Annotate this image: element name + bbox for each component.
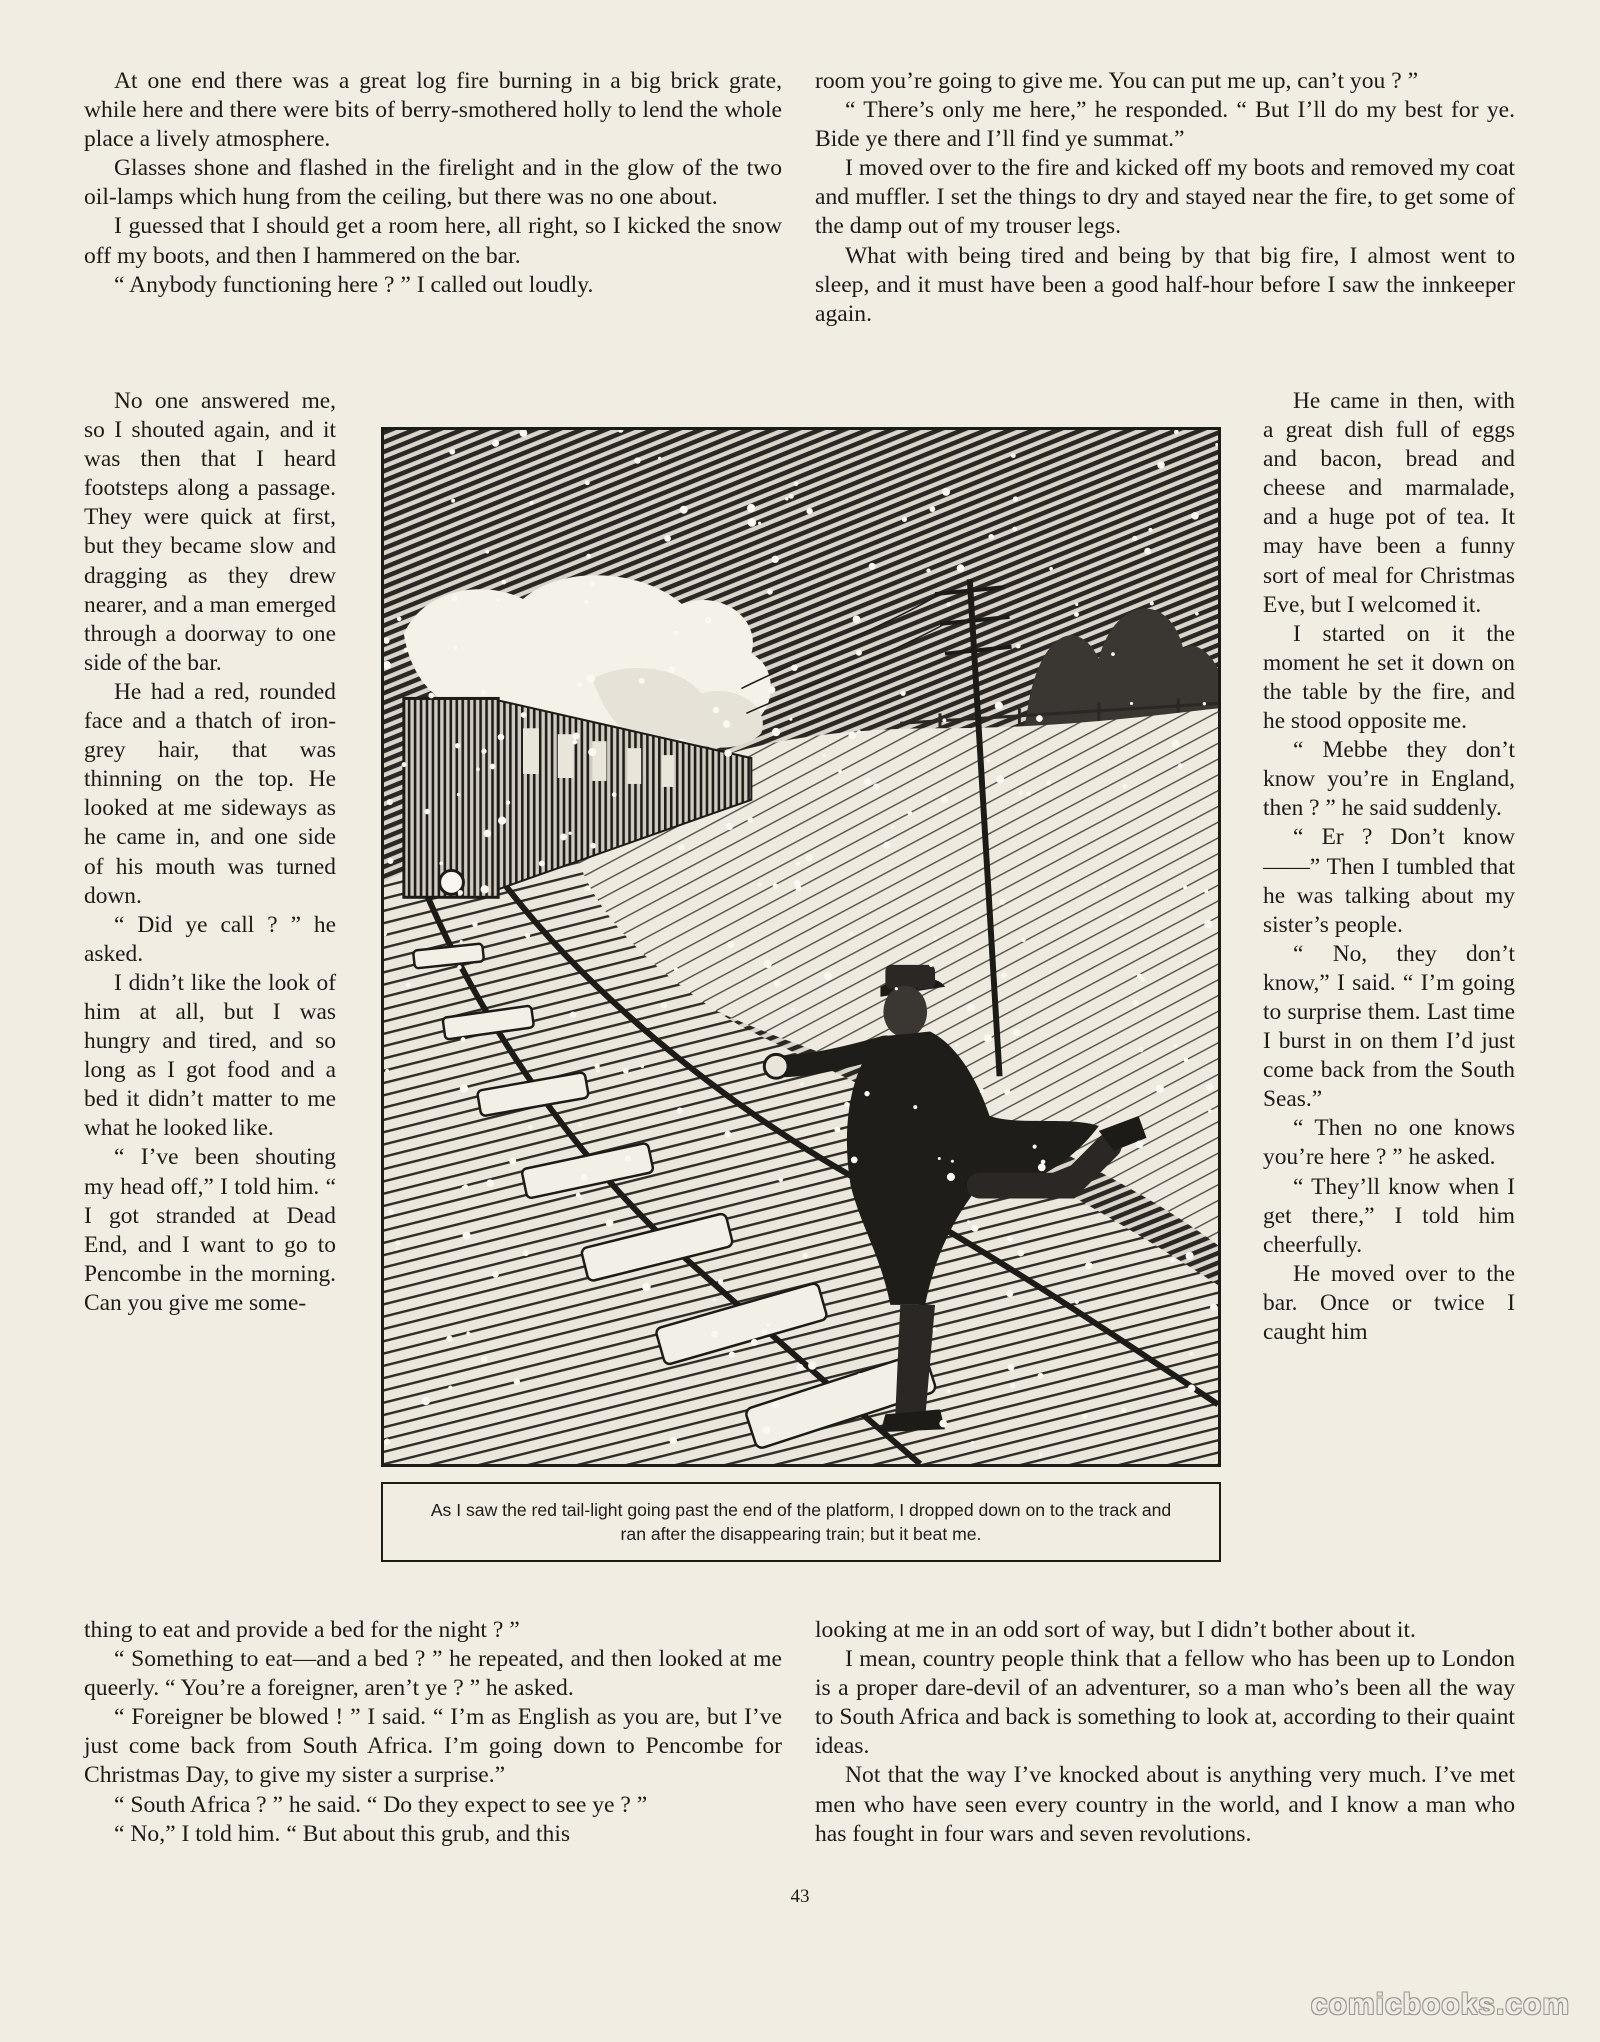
snowflake	[387, 858, 393, 864]
snowflake	[448, 1386, 452, 1390]
snowflake	[1041, 1160, 1046, 1165]
snowflake	[1082, 1414, 1087, 1419]
snowflake	[1156, 1085, 1164, 1093]
snowflake	[823, 754, 826, 757]
snowflake	[506, 800, 510, 804]
snowflake	[476, 768, 480, 772]
snowflake	[838, 770, 842, 774]
paragraph: No one answered me, so I shouted again, and it was then that I heard footsteps along a passage. They were quick at first, but they became slow and dragging as they drew nearer, and a man emerged through a doorway to one side of the bar.	[84, 388, 336, 676]
snowflake	[498, 734, 505, 741]
snowflake	[844, 1102, 849, 1107]
snowflake	[895, 987, 898, 990]
snowflake	[1184, 1058, 1189, 1063]
paragraph: “ No,” I told him. “ But about this grub, and this	[114, 1820, 571, 1847]
snowflake	[996, 775, 1004, 783]
snowflake	[1013, 1029, 1020, 1036]
snowflake	[539, 861, 545, 867]
snowflake	[530, 501, 534, 505]
snowflake	[395, 1240, 400, 1245]
snowflake	[585, 885, 591, 891]
snowflake	[834, 1126, 840, 1132]
snowflake	[946, 602, 950, 606]
snowflake	[791, 1008, 795, 1012]
snowflake	[569, 832, 572, 835]
snowflake	[590, 581, 596, 587]
snowflake	[971, 1441, 974, 1444]
snowflake	[1204, 889, 1208, 893]
snowflake	[481, 689, 487, 695]
right-column-bottom	[815, 1616, 1515, 1849]
paragraph: “ Foreigner be blowed ! ” I said. “ I’m as English as you are, but I’ve just come back from South Africa. I’m going down to Pencombe for Christmas Day, to give my sister a surprise.”	[84, 1704, 782, 1789]
snowflake	[768, 686, 775, 693]
snowflake	[705, 617, 712, 624]
snowflake	[864, 1091, 869, 1096]
snowflake	[457, 965, 461, 969]
snowflake	[718, 1279, 723, 1284]
paragraph: Not that the way I’ve knocked about is anything very much. I’ve met men who have seen every country in the world, and I know a man who has fought in four wars and seven revolutions.	[815, 1762, 1515, 1847]
snowflake	[1189, 1352, 1193, 1356]
paragraph-continued: room you’re going to give me. You can put me up, can’t you ? ”	[815, 68, 1419, 94]
snowflake	[674, 630, 679, 635]
paragraph: “ Something to eat—and a bed ? ” he repeated, and then looked at me queerly. “ You’re a foreigner, aren’t ye ? ” he asked.	[84, 1646, 782, 1702]
snowflake	[939, 1420, 947, 1428]
snowflake	[988, 534, 994, 540]
snowflake	[387, 799, 393, 805]
snowflake	[680, 506, 688, 514]
snowflake	[984, 1034, 992, 1042]
snowflake	[1170, 1257, 1175, 1262]
snowflake	[761, 1329, 767, 1335]
snowflake	[1006, 1290, 1013, 1297]
snowflake	[727, 941, 734, 948]
snowflake	[729, 1351, 735, 1357]
snowflake	[461, 1037, 466, 1042]
snowflake	[678, 844, 685, 851]
snowflake	[713, 1298, 717, 1302]
snowflake	[1157, 461, 1165, 469]
snowflake	[725, 1131, 732, 1138]
snowflake	[612, 792, 617, 797]
snowflake	[713, 707, 719, 713]
snowflake	[606, 1219, 614, 1227]
snowflake	[1004, 1089, 1010, 1095]
snowflake	[848, 732, 856, 740]
snowflake	[806, 508, 812, 514]
snowflake	[723, 720, 730, 727]
snowflake	[971, 1225, 978, 1232]
snowflake	[933, 936, 937, 940]
right-column-narrow	[1263, 387, 1515, 1347]
snowflake	[641, 1065, 644, 1068]
snowflake	[1178, 763, 1183, 768]
snowflake	[1123, 784, 1127, 788]
paragraph: At one end there was a great log fire burning in a big brick grate, while here and there were bits of berry-smothered holly to lend the whole place a lively atmosphere.	[84, 68, 782, 153]
snowflake	[873, 784, 880, 791]
snowflake	[502, 580, 507, 585]
snowflake	[1132, 536, 1137, 541]
snowflake	[481, 1356, 488, 1363]
snowflake	[748, 817, 754, 823]
snowflake	[642, 1283, 651, 1292]
snowflake	[806, 854, 813, 861]
paragraph: I started on it the moment he set it down on the table by the fire, and he stood opposite me.	[1263, 620, 1515, 735]
snowflake	[1138, 1047, 1143, 1052]
snowflake	[674, 967, 678, 971]
snowflake	[762, 1426, 770, 1434]
snowflake	[661, 1002, 667, 1008]
snowflake	[463, 1231, 471, 1239]
paragraph: What with being tired and being by that big fire, I almost went to sleep, and it must have been a good half-hour before I saw the innkeeper again.	[815, 242, 1515, 327]
paragraph: Glasses shone and flashed in the firelight and in the glow of the two oil-lamps which hung from the ceiling, but there was no one about.	[84, 155, 782, 211]
snowflake	[1172, 740, 1180, 748]
snowflake	[764, 960, 772, 968]
snowflake	[1019, 791, 1024, 796]
snowflake	[677, 1107, 683, 1113]
illustration-train-chase	[381, 427, 1221, 1467]
snowflake	[794, 482, 799, 487]
snowflake	[1001, 972, 1007, 978]
snowflake	[1012, 527, 1017, 532]
snowflake	[570, 1012, 576, 1018]
snowflake	[397, 617, 402, 622]
snowflake	[572, 739, 577, 744]
snowflake	[490, 764, 496, 770]
paragraph: “ South Africa ? ” he said. “ Do they expect to see ye ? ”	[114, 1791, 648, 1818]
snowflake	[466, 1331, 470, 1335]
left-column-top	[84, 67, 782, 300]
paragraph-continued: looking at me in an odd sort of way, but I didn’t bother about it.	[815, 1617, 1416, 1643]
snowflake	[1046, 780, 1051, 785]
snowflake	[1021, 938, 1025, 942]
snowflake	[577, 682, 582, 687]
snowflake	[572, 732, 579, 739]
snowflake	[521, 712, 527, 718]
snowflake	[766, 1323, 770, 1327]
snowflake	[658, 457, 661, 460]
snowflake	[1036, 715, 1043, 722]
snowflake	[1103, 885, 1106, 888]
snowflake	[987, 759, 990, 762]
snowflake	[449, 449, 455, 455]
snowflake	[1121, 1408, 1126, 1413]
snowflake	[941, 796, 948, 803]
snowflake	[1039, 1453, 1043, 1457]
snowflake	[668, 666, 675, 673]
snowflake	[726, 823, 733, 830]
snowflake	[908, 811, 913, 816]
snowflake	[492, 1271, 499, 1278]
snowflake	[967, 1004, 975, 1012]
snowflake	[789, 718, 792, 721]
snowflake	[1186, 1252, 1194, 1260]
snowflake	[938, 1157, 941, 1160]
snowflake	[1188, 1384, 1196, 1392]
snowflake	[460, 1084, 468, 1092]
snowflake	[560, 834, 567, 841]
illustration-caption	[381, 1482, 1221, 1562]
snowflake	[498, 817, 506, 825]
snowflake	[858, 1373, 861, 1376]
snowflake	[525, 933, 530, 938]
snowflake	[1191, 512, 1199, 520]
snowflake	[596, 1069, 600, 1073]
snowflake	[773, 883, 778, 888]
snowflake	[857, 730, 861, 734]
paragraph: “ They’ll know when I get there,” I told him cheerfully.	[1263, 1173, 1515, 1258]
snowflake	[1111, 652, 1115, 656]
snowflake	[587, 674, 595, 682]
snowflake	[664, 535, 671, 542]
snowflake	[1008, 1364, 1015, 1371]
snowflake	[1150, 601, 1154, 605]
snowflake	[625, 1155, 631, 1161]
snowflake	[747, 504, 755, 512]
snowflake	[1203, 702, 1206, 705]
paragraph: I mean, country people think that a fellow who has been up to London is a proper dare-devil of an adventurer, so a man who’s been all the way to South Africa and back is something to look at, according to their quaint ideas.	[815, 1646, 1515, 1760]
snowflake	[999, 899, 1005, 905]
snowflake	[1148, 528, 1152, 532]
snowflake	[796, 862, 800, 866]
snowflake	[406, 983, 411, 988]
snowflake	[576, 1193, 581, 1198]
snowflake	[748, 518, 757, 527]
snowflake	[523, 1250, 529, 1256]
snowflake	[395, 1247, 398, 1250]
snowflake	[980, 1089, 985, 1094]
snowflake	[1049, 567, 1053, 571]
snowflake	[579, 1196, 583, 1200]
snowflake	[1010, 1383, 1016, 1389]
snowflake	[711, 1331, 718, 1338]
snowflake	[1016, 643, 1021, 648]
snowflake	[1173, 1044, 1177, 1048]
snowflake	[451, 499, 455, 503]
snowflake	[947, 1389, 951, 1393]
snowflake	[967, 1220, 970, 1223]
snowflake	[463, 1184, 468, 1189]
snowflake	[639, 678, 645, 684]
page-number: 43	[790, 1886, 810, 1907]
snowflake	[1210, 1304, 1217, 1311]
snowflake	[772, 728, 780, 736]
snowflake	[1007, 1236, 1013, 1242]
snowflake	[496, 599, 499, 602]
snowflake	[1033, 1145, 1037, 1149]
snowflake	[856, 650, 862, 656]
snowflake	[864, 778, 872, 786]
snowflake	[853, 616, 861, 624]
watermark-logo: comicbooks.com	[1310, 1988, 1570, 2021]
snowflake	[955, 1044, 958, 1047]
snowflake	[485, 550, 489, 554]
snowflake	[1107, 1105, 1110, 1108]
snowflake	[1011, 453, 1016, 458]
snowflake	[851, 1156, 858, 1163]
snowflake	[1130, 702, 1133, 705]
paragraph: “ Then no one knows you’re here ? ” he asked.	[1263, 1115, 1515, 1171]
snowflake	[1183, 885, 1187, 889]
snowflake	[789, 494, 794, 499]
snowflake	[492, 440, 499, 447]
snowflake	[1075, 603, 1078, 606]
snowflake	[869, 563, 876, 570]
snowflake	[1195, 612, 1199, 616]
left-column-bottom	[84, 1616, 782, 1849]
snowflake	[800, 1082, 804, 1086]
snowflake	[404, 648, 409, 653]
caption-text: As I saw the red tail-light going past the end of the platform, I dropped down on to the track and ran after the disappearing train; but it beat me.	[430, 1500, 1172, 1544]
snowflake	[926, 568, 930, 572]
snowflake	[623, 1068, 629, 1074]
snowflake	[849, 932, 853, 936]
snowflake	[947, 1173, 955, 1181]
paragraph: He came in then, with a great dish full of eggs and bacon, bread and cheese and marmalade, and a huge pot of tea. It may have been a funny sort of meal for Christmas Eve, but I welcomed it.	[1263, 388, 1515, 618]
snowflake	[758, 522, 761, 525]
snowflake	[724, 749, 732, 757]
snowflake	[1074, 612, 1079, 617]
snowflake	[772, 556, 779, 563]
snowflake	[384, 1439, 390, 1445]
snowflake	[1038, 1373, 1044, 1379]
snowflake	[795, 885, 801, 891]
snowflake	[772, 1401, 779, 1408]
snowflake	[778, 1177, 783, 1182]
snowflake	[1204, 920, 1212, 928]
snowflake	[929, 506, 935, 512]
snowflake	[634, 457, 640, 463]
snowflake	[803, 1253, 808, 1258]
snowflake	[472, 922, 477, 927]
snowflake	[767, 589, 773, 595]
snowflake	[581, 1174, 588, 1181]
engraving-image	[384, 430, 1218, 1464]
snowflake	[509, 1158, 516, 1165]
snowflake	[455, 743, 460, 748]
snowflake	[588, 748, 596, 756]
snowflake	[439, 861, 443, 865]
snowflake	[1206, 1083, 1214, 1091]
snowflake	[428, 693, 434, 699]
snowflake	[791, 664, 798, 671]
snowflake	[929, 963, 933, 967]
snowflake	[1144, 548, 1151, 555]
snowflake	[424, 809, 430, 815]
snowflake	[385, 1069, 389, 1073]
snowflake	[1208, 1109, 1212, 1113]
right-column-top	[815, 67, 1515, 329]
snowflake	[590, 843, 596, 849]
paragraph: “ Anybody functioning here ? ” I called out loudly.	[114, 271, 594, 298]
paragraph: I guessed that I should get a room here, all right, so I kicked the snow off my boots, and then I hammered on the bar.	[84, 213, 782, 269]
snowflake	[913, 1105, 917, 1109]
snowflake	[1026, 791, 1031, 796]
paragraph: He had a red, rounded face and a thatch of iron-grey hair, that was thinning on the top. He looked at me sideways as he came in, and one side of his mouth was turned down.	[84, 678, 336, 909]
snowflake	[484, 830, 492, 838]
snowflake	[1085, 1262, 1092, 1269]
snowflake	[422, 1397, 430, 1405]
snowflake	[942, 718, 946, 722]
snowflake	[1141, 977, 1145, 981]
paragraph: “ Mebbe they don’t know you’re in England, then ? ” he said suddenly.	[1263, 737, 1515, 822]
snowflake	[669, 1437, 677, 1445]
paragraph-continued: thing to eat and provide a bed for the night ? ”	[84, 1617, 520, 1643]
snowflake	[578, 1123, 582, 1127]
snowflake	[933, 1327, 937, 1331]
snowflake	[584, 600, 588, 604]
paragraph: “ Er ? Don’t know——” Then I tumbled that he was talking about my sister’s people.	[1263, 824, 1515, 938]
snowflake	[458, 890, 463, 895]
snowflake	[452, 596, 458, 602]
left-column-narrow	[84, 387, 336, 1318]
paragraph: “ There’s only me here,” he responded. “ But I’ll do my best for ye. Bide ye there and I’ll find ye summat.”	[815, 97, 1515, 153]
snowflake	[995, 702, 1003, 710]
snowflake	[1183, 960, 1186, 963]
snowflake	[446, 1336, 452, 1342]
paragraph: I moved over to the fire and kicked off my boots and removed my coat and muffler. I set the things to dry and stayed near the fire, to get some of the damp out of my trouser legs.	[815, 155, 1515, 240]
snowflake	[594, 1063, 599, 1068]
snowflake	[388, 1209, 394, 1215]
snowflake	[481, 885, 489, 893]
snowflake	[774, 980, 781, 987]
snowflake	[951, 1160, 954, 1163]
snowflake	[1017, 1250, 1024, 1257]
paragraph: I didn’t like the look of him at all, but I was hungry and tired, and so long as I got food and a bed it didn’t matter to me what he looked like.	[84, 969, 336, 1142]
paragraph: “ Did ye call ? ” he asked.	[84, 911, 336, 967]
snowflake	[797, 1364, 804, 1371]
snowflake	[891, 826, 894, 829]
snowflake	[486, 1179, 494, 1187]
snowflake	[528, 1125, 533, 1130]
paragraph: He moved over to the bar. Once or twice I caught him	[1263, 1260, 1515, 1345]
snowflake	[1013, 496, 1018, 501]
snowflake	[808, 1361, 816, 1369]
snowflake	[942, 488, 950, 496]
snowflake	[454, 646, 458, 650]
snowflake	[585, 480, 590, 485]
snowflake	[1119, 914, 1123, 918]
snowflake	[824, 972, 832, 980]
snowflake	[883, 842, 890, 849]
snowflake	[900, 690, 905, 695]
snowflake	[758, 882, 762, 886]
snowflake	[481, 749, 486, 754]
snowflake	[785, 497, 789, 501]
snowflake	[1136, 1140, 1144, 1148]
snowflake	[460, 940, 463, 943]
snowflake	[1133, 1000, 1139, 1006]
snowflake	[514, 1378, 520, 1384]
snowflake	[957, 564, 965, 572]
paragraph: “ No, they don’t know,” I said. “ I’m going to surprise them. Last time I burst in on them I’d just come back from the South Seas.”	[1263, 940, 1515, 1113]
snowflake	[1075, 1300, 1079, 1304]
paragraph: “ I’ve been shouting my head off,” I told him. “ I got stranded at Dead End, and I want to go to Pencombe in the morning. Can you give me some-	[84, 1144, 336, 1316]
snowflake	[1038, 1164, 1046, 1172]
snowflake	[902, 517, 907, 522]
snowflake	[586, 554, 591, 559]
snowflake	[402, 762, 407, 767]
snowflake	[457, 793, 460, 796]
snowflake	[751, 1339, 758, 1346]
